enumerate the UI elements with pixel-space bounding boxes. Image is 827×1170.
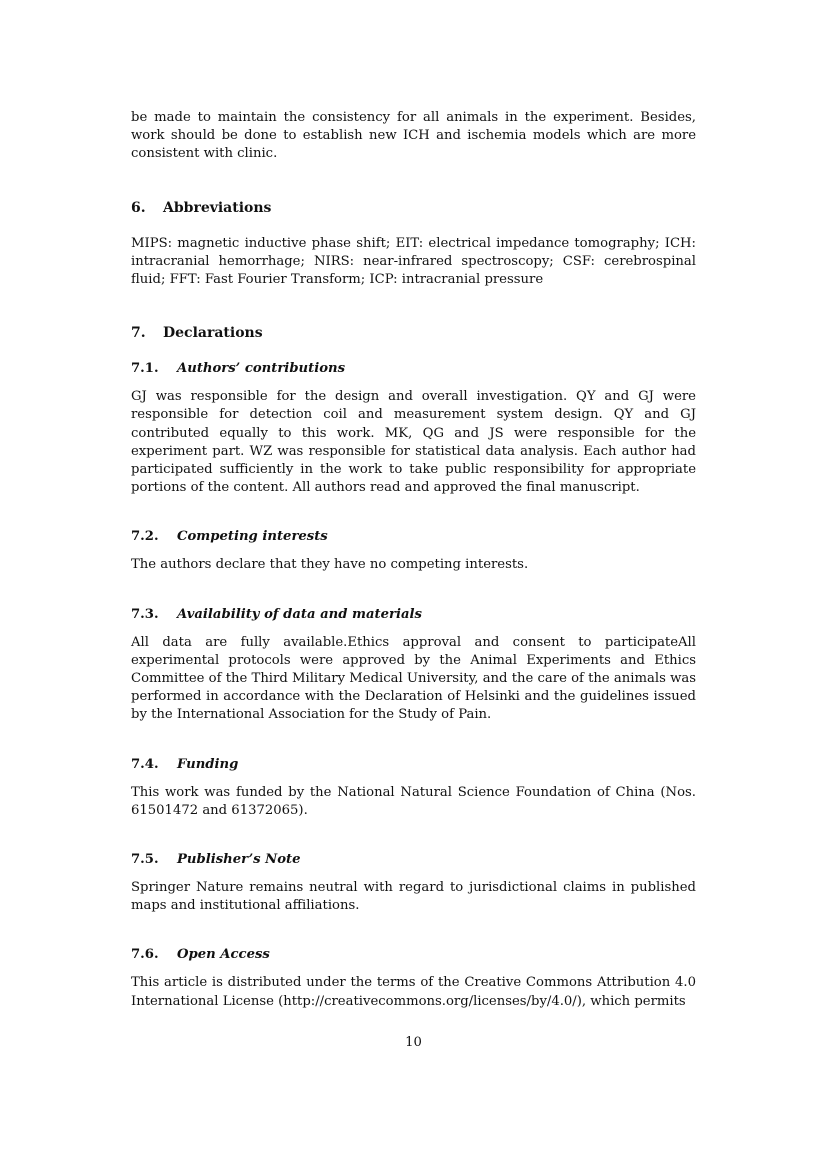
section-title: Abbreviations xyxy=(163,199,272,216)
section-number: 7. xyxy=(131,325,146,342)
subsection-title: Open Access xyxy=(177,947,270,963)
subsection-title: Publisher’s Note xyxy=(177,852,301,868)
subsection-number: 7.1. xyxy=(131,361,159,377)
authors-contributions-paragraph: GJ was responsible for the design and overall investigation. QY and GJ were responsible for detection coil and measurement system design. QY and GJ contributed equally to this work. MK, QG and JS were responsible for the experiment part. WZ was responsible for statistical data analysis. Each author had participated sufficiently in the work to take public responsibility for appropriate portions of the content. All authors read and approved the final manuscript. xyxy=(131,389,696,496)
competing-interests-paragraph: The authors declare that they have no competing interests. xyxy=(131,557,529,573)
page-content xyxy=(131,109,696,1011)
subsection-number: 7.5. xyxy=(131,852,159,868)
subsection-heading-funding xyxy=(131,756,696,774)
section-heading-abbreviations xyxy=(131,199,696,217)
subsection-title: Availability of data and materials xyxy=(177,606,422,622)
subsection-title: Funding xyxy=(177,756,239,772)
subsection-title: Competing interests xyxy=(177,529,328,545)
subsection-heading-availability xyxy=(131,606,696,624)
subsection-heading-competing-interests xyxy=(131,528,696,546)
abbreviations-paragraph: MIPS: magnetic inductive phase shift; EIT: electrical impedance tomography; ICH: intracranial hemorrhage; NIRS: near-infrared spectroscopy; CSF: cerebrospinal fluid; FFT: Fast Fourier Transform; ICP: intracranial pressure xyxy=(131,235,696,288)
subsection-number: 7.3. xyxy=(131,606,159,622)
subsection-number: 7.2. xyxy=(131,529,159,545)
subsection-number: 7.6. xyxy=(131,947,159,963)
section-title: Declarations xyxy=(163,325,263,342)
intro-paragraph: be made to maintain the consistency for all animals in the experiment. Besides, work should be done to establish new ICH and ischemia models which are more consistent with clinic. xyxy=(131,110,696,162)
section-heading-declarations xyxy=(131,324,696,342)
subsection-heading-open-access xyxy=(131,946,696,964)
subsection-heading-publishers-note xyxy=(131,851,696,869)
section-number: 6. xyxy=(131,199,146,216)
open-access-paragraph: This article is distributed under the terms of the Creative Commons Attribution 4.0 International License (http://creativecommons.org/licenses/by/4.0/), which permits xyxy=(131,975,696,1009)
publishers-note-paragraph: Springer Nature remains neutral with regard to jurisdictional claims in published maps and institutional affiliations. xyxy=(131,880,696,914)
subsection-title: Authors’ contributions xyxy=(177,361,346,377)
availability-paragraph: All data are fully available.Ethics approval and consent to participateAll experimental protocols were approved by the Animal Experiments and Ethics Committee of the Third Military Medical University, and the care of the animals was performed in accordance with the Declaration of Helsinki and the guidelines issued by the International Association for the Study of Pain. xyxy=(131,634,696,723)
page-number: 10 xyxy=(405,1035,422,1050)
funding-paragraph: This work was funded by the National Natural Science Foundation of China (Nos. 61501472 and 61372065). xyxy=(131,784,696,818)
subsection-heading-authors-contributions xyxy=(131,360,696,378)
subsection-number: 7.4. xyxy=(131,756,159,772)
